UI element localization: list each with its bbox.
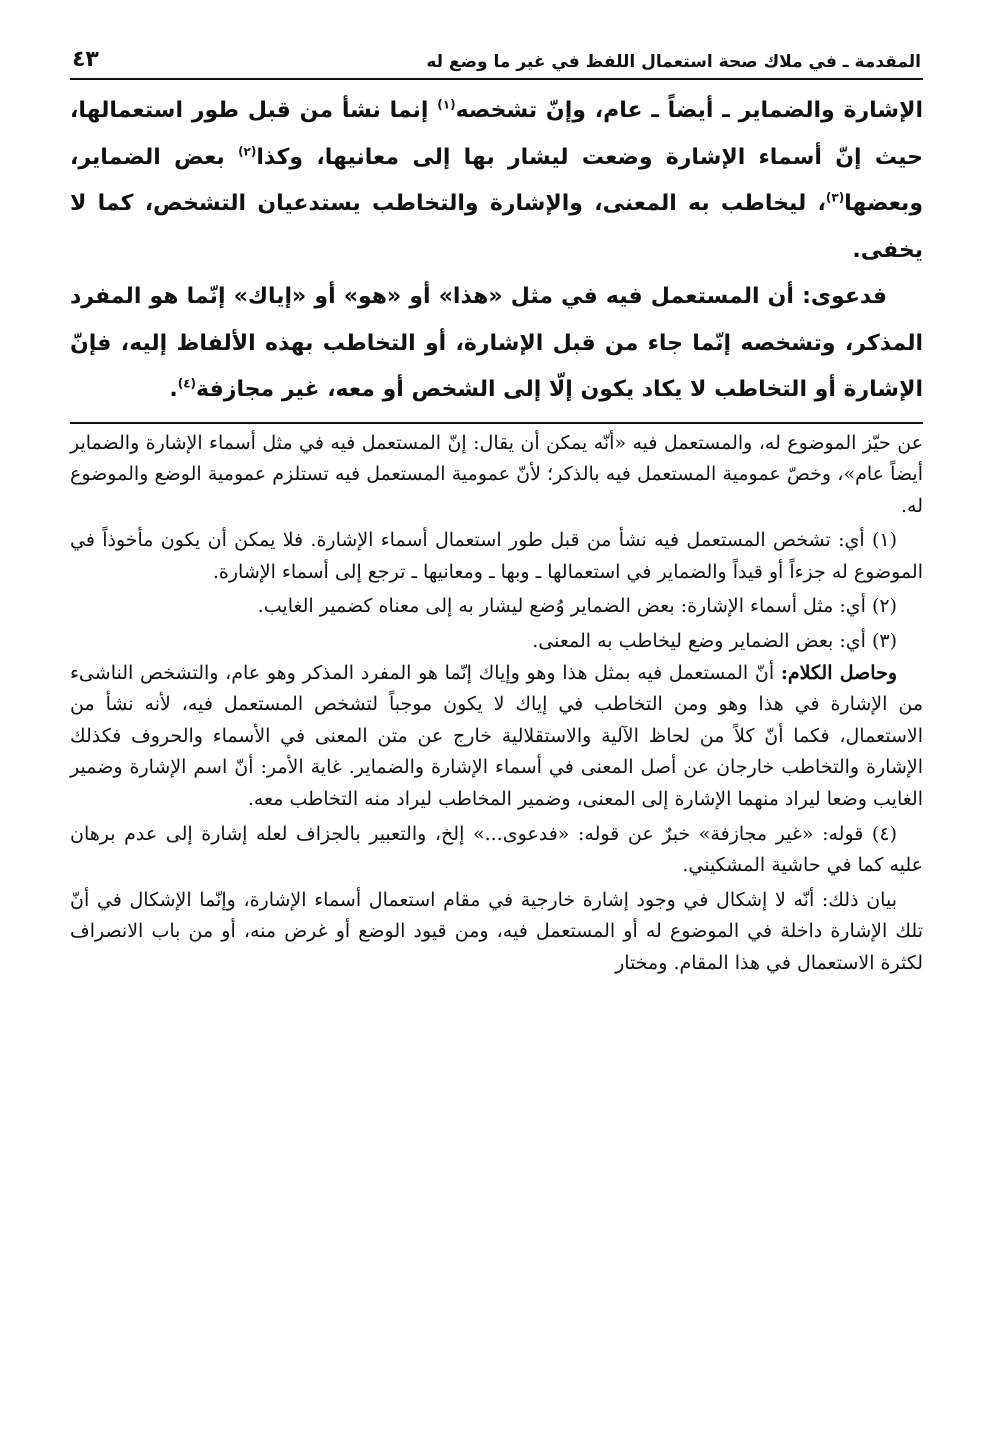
main-text-segment: ، ليخاطب به المعنى، والإشارة والتخاطب يستدعيان التشخص، كما لا يخفى. — [70, 191, 923, 263]
running-header — [70, 30, 923, 80]
footnote-1: (١) أي: تشخص المستعمل فيه نشأ من قبل طور استعمال أسماء الإشارة. فلا يمكن أن يكون مأخوذاً في الموضوع له جزءاً أو قيداً والضماير في استعمالها ـ وبها ـ ومعانيها ـ ترجع إلى أسماء الإشارة. — [70, 529, 923, 583]
footnote-3-summary — [70, 658, 923, 816]
footnote-4: (٤) قوله: «غير مجازفة» خبرٌ عن قوله: «فدعوى...» إلخ، والتعبير بالجزاف لعله إشارة إلى عدم برهان عليه كما في حاشية المشكيني. — [70, 822, 923, 877]
footnotes — [70, 428, 923, 980]
footnote-ref-1: (١) — [437, 97, 456, 112]
footnote-4-explanation: بيان ذلك: أنّه لا إشكال في وجود إشارة خارجية في مقام استعمال أسماء الإشارة، وإنّما الإشكال في أنّ تلك الإشارة داخلة في الموضوع له أو المستعمل فيه، ومن قيود الوضع أو غرض منه، أو من باب الانصراف لكثرة الاستعمال في هذا المقام. ومختار — [70, 888, 923, 974]
footnote-ref-3: (٣) — [825, 190, 845, 205]
main-text-segment: بعض الضماير، وبعضها — [70, 144, 923, 216]
footnote-2: (٢) أي: مثل أسماء الإشارة: بعض الضماير وُضع ليشار به إلى معناه كضمير الغايب. — [257, 595, 897, 618]
footnote-ref-4: (٤) — [177, 376, 197, 391]
summary-text: أنّ المستعمل فيه بمثل هذا وهو وإياك إنّما هو المفرد المذكر وهو عام، والتشخص الناشىء من الإشارة في هذا وهو ومن التخاطب في إياك لا يكون موجباً لتشخص المستعمل فيه، لأنه نشأ من الاستعمال، فكما أنّ كلاً من لحاظ الآلية والاستقلالية خارج عن متن المعنى في الأسماء والحروف فكذلك الإشارة والتخاطب خارجان عن أصل المعنى في أسماء الإشارة والضماير. غاية الأمر: أنّ اسم الإشارة وضمير الغايب وضعا ليراد منهما الإشارة إلى المعنى، وضمير المخاطب ليراد منه التخاطب معه. — [70, 661, 923, 811]
main-text-segment: الإشارة والضماير ـ أيضاً ـ عام، وإنّ تشخصه — [455, 98, 923, 123]
main-paragraph-1 — [70, 88, 923, 274]
footnote-separator — [70, 422, 923, 424]
footnote-continued: عن حيّز الموضوع له، والمستعمل فيه «أنّه يمكن أن يقال: إنّ المستعمل فيه في مثل أسماء الإشارة والضماير أيضاً عام»، وخصّ عمومية المستعمل فيه بالذكر؛ لأنّ عمومية المستعمل فيه تستلزم عمومية الوضع والموضوع له. — [70, 431, 923, 517]
main-paragraph-2 — [70, 274, 923, 414]
footnote-ref-2: (٢) — [238, 144, 257, 159]
main-text-segment: إنما نشأ من قبل طور استعمالها، حيث إنّ أسماء الإشارة وضعت ليشار بها إلى معانيها، وكذا — [70, 98, 923, 170]
main-text-segment: فدعوى: أن المستعمل فيه في مثل «هذا» أو «هو» أو «إياك» إنّما هو المفرد المذكر، وتشخصه إنّما جاء من قبل الإشارة، أو التخاطب بهذه الألفاظ إليه، فإنّ الإشارة أو التخاطب لا يكاد يكون إلّا إلى الشخص أو معه، غير مجازفة — [70, 284, 923, 402]
main-text — [70, 88, 923, 414]
footnote-3: (٣) أي: بعض الضماير وضع ليخاطب به المعنى. — [532, 630, 897, 653]
page-number: ٤٣ — [72, 47, 99, 72]
main-text-segment: . — [169, 377, 178, 402]
summary-heading: وحاصل الكلام: — [780, 661, 897, 684]
header-title: المقدمة ـ في ملاك صحة استعمال اللفظ في غير ما وضع له — [426, 52, 921, 72]
